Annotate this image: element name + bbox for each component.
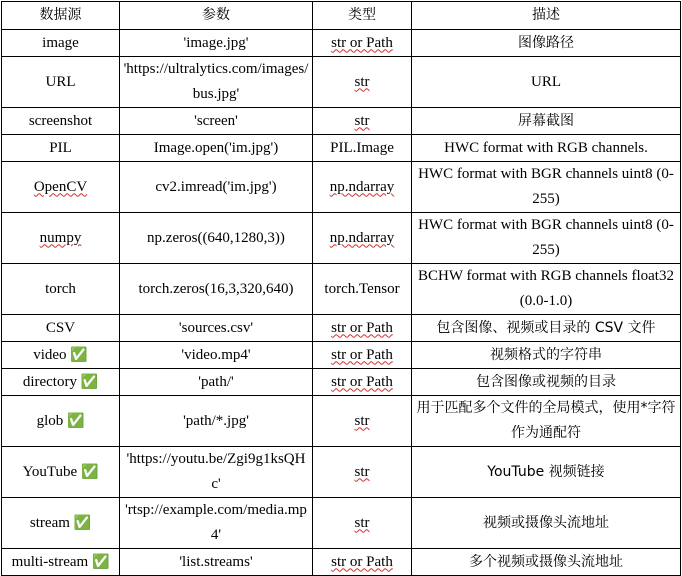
type-cell <box>313 396 412 447</box>
source-cell <box>2 264 120 315</box>
type-value: str <box>354 514 370 531</box>
type-value: str or Path <box>331 346 393 363</box>
desc-cell <box>412 162 681 213</box>
desc-cell <box>412 30 681 57</box>
header-row <box>2 2 681 30</box>
param-value: 'rtsp://example.com/media.mp4' <box>125 502 307 543</box>
source-cell <box>2 162 120 213</box>
param-value: cv2.imread('im.jpg') <box>155 178 277 195</box>
param-cell <box>120 396 313 447</box>
desc-cell <box>412 135 681 162</box>
desc-cell <box>412 342 681 369</box>
desc-text: 包含图像或视频的目录 <box>476 373 616 390</box>
source-cell <box>2 315 120 342</box>
param-value: 'path/' <box>198 373 234 390</box>
table-row <box>2 315 681 342</box>
desc-cell <box>412 264 681 315</box>
desc-cell <box>412 369 681 396</box>
table-row <box>2 57 681 108</box>
table-row <box>2 264 681 315</box>
table-row <box>2 369 681 396</box>
param-value: 'screen' <box>194 112 238 129</box>
source-label: video <box>33 346 67 363</box>
desc-text: BCHW format with RGB channels float32 (0.0-1.0) <box>418 268 674 309</box>
param-cell <box>120 498 313 549</box>
param-cell <box>120 342 313 369</box>
type-cell <box>313 135 412 162</box>
header-desc: 描述 <box>412 2 681 30</box>
type-cell <box>313 342 412 369</box>
param-value: Image.open('im.jpg') <box>153 139 279 156</box>
type-value: str <box>354 112 370 129</box>
param-cell <box>120 135 313 162</box>
check-icon: ✅ <box>91 553 110 570</box>
desc-cell <box>412 447 681 498</box>
source-label: stream <box>29 514 70 531</box>
source-cell <box>2 498 120 549</box>
table-row <box>2 549 681 576</box>
type-cell <box>313 498 412 549</box>
param-value: 'image.jpg' <box>183 34 249 51</box>
desc-text: YouTube 视频链接 <box>487 463 605 480</box>
param-cell <box>120 447 313 498</box>
source-cell <box>2 342 120 369</box>
type-cell <box>313 264 412 315</box>
header-param: 参数 <box>120 2 313 30</box>
type-cell <box>313 108 412 135</box>
param-cell <box>120 30 313 57</box>
header-source: 数据源 <box>2 2 120 30</box>
sources-table-container <box>1 1 681 576</box>
type-value: str or Path <box>331 553 393 570</box>
param-value: 'sources.csv' <box>178 319 254 336</box>
desc-text: URL <box>531 73 561 90</box>
source-label: numpy <box>39 229 82 246</box>
param-cell <box>120 57 313 108</box>
type-value: PIL.Image <box>330 139 394 156</box>
source-label: glob <box>36 412 64 429</box>
check-icon: ✅ <box>66 412 85 429</box>
check-icon: ✅ <box>80 463 99 480</box>
source-label: directory <box>22 373 77 390</box>
desc-text: 用于匹配多个文件的全局模式，使用*字符作为通配符 <box>416 400 676 441</box>
param-value: 'list.streams' <box>179 553 253 570</box>
desc-cell <box>412 213 681 264</box>
check-icon: ✅ <box>73 514 92 531</box>
param-value: 'path/*.jpg' <box>183 412 249 429</box>
param-cell <box>120 213 313 264</box>
type-cell <box>313 315 412 342</box>
table-row <box>2 498 681 549</box>
type-value: str or Path <box>331 373 393 390</box>
source-label: screenshot <box>28 112 93 129</box>
param-value: torch.zeros(16,3,320,640) <box>138 280 294 297</box>
desc-text: 图像路径 <box>518 34 574 51</box>
source-cell <box>2 447 120 498</box>
source-label: torch <box>45 280 76 297</box>
table-row <box>2 108 681 135</box>
param-cell <box>120 162 313 213</box>
table-row <box>2 30 681 57</box>
source-label: URL <box>45 73 76 90</box>
desc-cell <box>412 315 681 342</box>
param-value: 'video.mp4' <box>181 346 251 363</box>
sources-table <box>1 1 681 576</box>
source-label: image <box>42 34 79 51</box>
desc-text: 包含图像、视频或目录的 CSV 文件 <box>436 319 656 336</box>
desc-cell <box>412 396 681 447</box>
type-value: str <box>354 463 370 480</box>
desc-text: 屏幕截图 <box>518 112 574 129</box>
source-label: YouTube <box>22 463 78 480</box>
table-row <box>2 342 681 369</box>
source-label: OpenCV <box>33 178 88 195</box>
param-cell <box>120 315 313 342</box>
type-cell <box>313 213 412 264</box>
desc-text: 视频或摄像头流地址 <box>483 514 609 531</box>
type-value: str <box>354 412 370 429</box>
source-cell <box>2 108 120 135</box>
desc-cell <box>412 549 681 576</box>
source-label: CSV <box>45 319 76 336</box>
table-row <box>2 447 681 498</box>
source-cell <box>2 396 120 447</box>
desc-cell <box>412 498 681 549</box>
check-icon: ✅ <box>80 373 99 390</box>
source-cell <box>2 57 120 108</box>
desc-cell <box>412 108 681 135</box>
param-cell <box>120 369 313 396</box>
desc-cell <box>412 57 681 108</box>
check-icon: ✅ <box>70 346 88 363</box>
table-row <box>2 135 681 162</box>
param-cell <box>120 108 313 135</box>
type-cell <box>313 447 412 498</box>
param-value: 'https://youtu.be/Zgi9g1ksQHc' <box>126 451 306 492</box>
table-row <box>2 162 681 213</box>
desc-text: 视频格式的字符串 <box>490 346 602 363</box>
table-row <box>2 213 681 264</box>
param-value: np.zeros((640,1280,3)) <box>147 229 285 246</box>
source-cell <box>2 135 120 162</box>
type-value: np.ndarray <box>329 178 395 195</box>
desc-text: HWC format with RGB channels. <box>444 139 648 156</box>
source-cell <box>2 30 120 57</box>
type-value: torch.Tensor <box>324 280 400 297</box>
type-value: np.ndarray <box>329 229 395 246</box>
table-row <box>2 396 681 447</box>
param-value: 'https://ultralytics.com/images/bus.jpg' <box>123 61 309 102</box>
type-cell <box>313 369 412 396</box>
source-label: PIL <box>49 139 72 156</box>
source-cell <box>2 549 120 576</box>
type-cell <box>313 549 412 576</box>
type-cell <box>313 162 412 213</box>
desc-text: 多个视频或摄像头流地址 <box>469 553 623 570</box>
source-label: multi-stream <box>11 553 89 570</box>
type-cell <box>313 30 412 57</box>
type-value: str <box>354 73 370 90</box>
source-cell <box>2 369 120 396</box>
desc-text: HWC format with BGR channels uint8 (0-255) <box>418 217 674 258</box>
type-cell <box>313 57 412 108</box>
type-value: str or Path <box>331 34 393 51</box>
type-value: str or Path <box>331 319 393 336</box>
param-cell <box>120 264 313 315</box>
param-cell <box>120 549 313 576</box>
source-cell <box>2 213 120 264</box>
header-type: 类型 <box>313 2 412 30</box>
desc-text: HWC format with BGR channels uint8 (0-255) <box>418 166 674 207</box>
